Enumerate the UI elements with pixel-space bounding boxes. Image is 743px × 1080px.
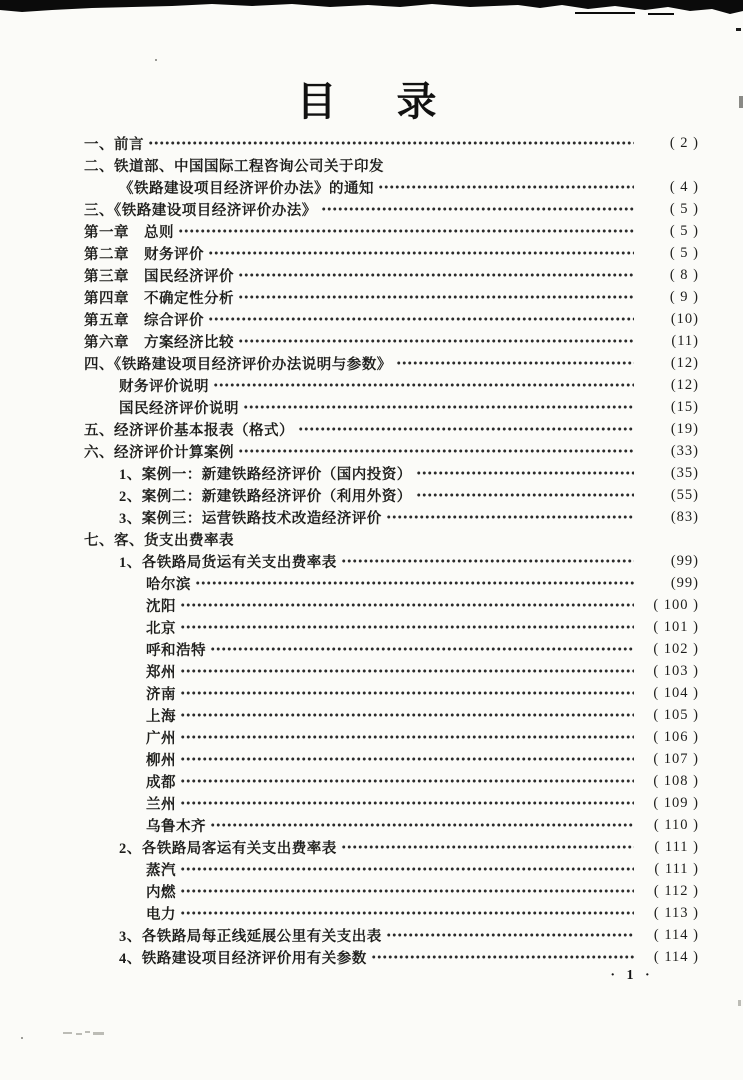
toc-entry-label: 国民经济评价说明 [119,400,239,417]
toc-entry-label: 呼和浩特 [146,642,206,659]
toc-page-number: ( 8 ) [669,266,699,283]
dot-leader [341,550,634,572]
toc-entry-label: 三、《铁路建设项目经济评价办法》 [84,202,317,219]
scan-smudge [85,1031,90,1033]
toc-entry [84,176,699,198]
toc-entry [84,660,699,682]
toc-entry-label: 《铁路建设项目经济评价办法》的通知 [119,180,374,197]
scan-artifact-top-edge [0,0,743,22]
dot-leader [195,572,634,594]
toc-page-number: ( 2 ) [669,134,699,151]
dot-leader [213,374,634,396]
dot-leader [180,704,634,726]
toc-page-number: (11) [671,332,699,349]
toc-page-number: (55) [670,486,699,503]
dot-leader [416,484,634,506]
dot-leader [180,770,634,792]
toc-page-number: ( 108 ) [653,772,699,789]
toc-entry-label: 第四章 不确定性分析 [84,290,234,307]
toc-page-number: ( 107 ) [653,750,699,767]
dot-leader [386,924,634,946]
page-title: 目 录 [296,79,447,124]
dot-leader [180,792,634,814]
dot-leader [180,880,634,902]
toc-entry [84,242,699,264]
toc-entry [84,770,699,792]
toc-entry [84,836,699,858]
toc-entry [84,572,699,594]
dot-leader [378,176,634,198]
toc-entry-label: 济南 [146,686,176,703]
scan-speck [736,28,741,31]
footer-page-number: · 1 · [610,968,654,983]
dot-leader [180,616,634,638]
dot-leader [180,902,634,924]
toc-entry-label: 内燃 [146,884,176,901]
toc-entry-label: 郑州 [146,664,176,681]
toc-entry-label: 第三章 国民经济评价 [84,268,234,285]
toc-page-number: ( 109 ) [653,794,699,811]
toc-entry-label: 柳州 [146,752,176,769]
toc-entry-label: 北京 [146,620,176,637]
toc-page-number: ( 112 ) [653,882,699,899]
toc-entry [84,704,699,726]
toc-page-number: (83) [670,508,699,525]
toc-entry [84,462,699,484]
toc-entry-label: 哈尔滨 [146,576,191,593]
toc-page-number: ( 5 ) [669,222,699,239]
dot-leader [208,308,634,330]
toc-entry-label: 一、前言 [84,136,144,153]
toc-entry [84,264,699,286]
toc-page-number: ( 110 ) [653,816,699,833]
dot-leader [238,286,634,308]
dot-leader [148,132,634,154]
toc-entry [84,330,699,352]
toc-entry [84,638,699,660]
toc-entry [84,308,699,330]
toc-page-number: ( 111 ) [654,860,699,877]
scan-smudge [738,1000,741,1006]
toc-page-number: ( 4 ) [669,178,699,195]
toc-entry [84,924,699,946]
toc-page-number: ( 105 ) [653,706,699,723]
toc-page-number: ( 102 ) [653,640,699,657]
toc-page-number: (15) [670,398,699,415]
toc-page-number: (99) [670,574,699,591]
toc-entry [84,858,699,880]
toc-entry [84,902,699,924]
dot-leader [416,462,634,484]
toc-entry-label: 蒸汽 [146,862,176,879]
toc-entry [84,484,699,506]
scan-smudge [21,1037,23,1039]
toc-entry-label: 2、案例二：新建铁路经济评价（利用外资） [119,488,412,505]
toc-list [0,132,743,968]
toc-entry [84,132,699,154]
toc-entry-label: 成都 [146,774,176,791]
toc-entry-label: 五、经济评价基本报表（格式） [84,422,294,439]
toc-page-number: (10) [670,310,699,327]
toc-page-number: ( 100 ) [653,596,699,613]
dot-leader [180,726,634,748]
toc-entry [84,726,699,748]
dot-leader [178,220,634,242]
toc-page-number: (12) [670,354,699,371]
dot-leader [341,836,634,858]
toc-entry [84,616,699,638]
dot-leader [210,814,634,836]
toc-entry-label: 3、各铁路局每正线延展公里有关支出表 [119,928,382,945]
toc-entry [84,814,699,836]
toc-page-number: ( 104 ) [653,684,699,701]
toc-entry [84,506,699,528]
toc-entry [84,440,699,462]
toc-page-number: ( 114 ) [653,926,699,943]
toc-entry-label: 沈阳 [146,598,176,615]
dot-leader [386,506,634,528]
toc-entry [84,198,699,220]
toc-page-number: (12) [670,376,699,393]
toc-entry [84,880,699,902]
toc-entry-label: 2、各铁路局客运有关支出费率表 [119,840,337,857]
scan-smudge [93,1032,104,1035]
dot-leader [208,242,634,264]
toc-entry-label: 4、铁路建设项目经济评价用有关参数 [119,950,367,967]
dot-leader [371,946,634,968]
toc-entry [84,352,699,374]
toc-entry-label: 第一章 总则 [84,224,174,241]
toc-entry [84,792,699,814]
toc-entry-label: 第二章 财务评价 [84,246,204,263]
toc-entry [84,594,699,616]
dot-leader [180,594,634,616]
dot-leader [180,682,634,704]
toc-page-number: ( 114 ) [653,948,699,965]
dot-leader [210,638,634,660]
toc-entry-label: 3、案例三：运营铁路技术改造经济评价 [119,510,382,527]
toc-page-number: ( 111 ) [654,838,699,855]
toc-entry [84,220,699,242]
toc-entry-label: 兰州 [146,796,176,813]
toc-entry [84,748,699,770]
toc-entry [84,682,699,704]
toc-entry-label: 1、案例一：新建铁路经济评价（国内投资） [119,466,412,483]
toc-entry-label: 第六章 方案经济比较 [84,334,234,351]
toc-entry-label: 四、《铁路建设项目经济评价办法说明与参数》 [84,356,392,373]
toc-entry [84,154,699,176]
toc-page-number: ( 101 ) [653,618,699,635]
dot-leader [298,418,634,440]
toc-entry-label: 上海 [146,708,176,725]
scan-smudge [63,1032,72,1034]
toc-page-number: (99) [670,552,699,569]
dot-leader [180,748,634,770]
dot-leader [243,396,634,418]
dot-leader [238,330,634,352]
toc-page-number: ( 9 ) [669,288,699,305]
scan-speck [155,59,157,61]
toc-entry [84,946,699,968]
toc-entry-label: 乌鲁木齐 [146,818,206,835]
toc-entry-label: 广州 [146,730,176,747]
dot-leader [396,352,634,374]
toc-entry-label: 第五章 综合评价 [84,312,204,329]
toc-entry [84,396,699,418]
scan-speck [739,96,743,108]
toc-entry [84,374,699,396]
toc-page-number: (19) [670,420,699,437]
scan-smudge [76,1033,82,1035]
toc-entry [84,550,699,572]
toc-page-number: ( 103 ) [653,662,699,679]
toc-entry-label: 六、经济评价计算案例 [84,444,234,461]
toc-entry-label: 七、客、货支出费率表 [84,532,234,549]
toc-entry-label: 二、铁道部、中国国际工程咨询公司关于印发 [84,158,384,175]
toc-page-number: ( 106 ) [653,728,699,745]
dot-leader [180,660,634,682]
toc-entry [84,286,699,308]
toc-page-number: ( 5 ) [669,244,699,261]
dot-leader [321,198,634,220]
toc-page-number: (33) [670,442,699,459]
toc-entry-label: 财务评价说明 [119,378,209,395]
toc-entry-label: 电力 [146,906,176,923]
toc-page-number: ( 113 ) [653,904,699,921]
toc-entry [84,418,699,440]
dot-leader [238,264,634,286]
dot-leader [238,440,634,462]
toc-page-number: (35) [670,464,699,481]
toc-entry-label: 1、各铁路局货运有关支出费率表 [119,554,337,571]
dot-leader [180,858,634,880]
toc-page-number: ( 5 ) [669,200,699,217]
toc-entry [84,528,699,550]
